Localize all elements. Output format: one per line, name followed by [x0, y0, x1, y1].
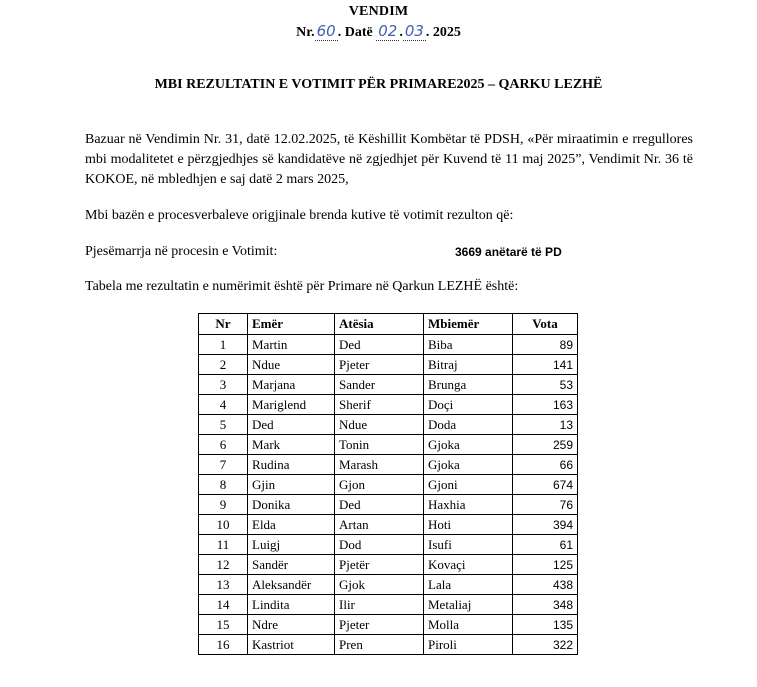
row-vota-cell: 76 — [513, 495, 578, 515]
row-nr-cell: 16 — [199, 635, 248, 655]
procesverbal-paragraph: Mbi bazën e procesverbaleve origjinale brenda kutive të votimit rezulton që: — [85, 208, 514, 223]
row-mbiemer-cell: Gjoka — [424, 455, 513, 475]
row-nr-cell: 1 — [199, 335, 248, 355]
header-atesia: Atësia — [335, 314, 424, 335]
row-emer-cell: Ndre — [248, 615, 335, 635]
table-row — [199, 635, 578, 655]
header-vota: Vota — [513, 314, 578, 335]
row-vota-cell: 141 — [513, 355, 578, 375]
row-emer-cell: Mark — [248, 435, 335, 455]
row-mbiemer-cell: Bitraj — [424, 355, 513, 375]
row-vota-cell: 135 — [513, 615, 578, 635]
row-atesia-cell: Ded — [335, 495, 424, 515]
row-emer-cell: Donika — [248, 495, 335, 515]
row-emer-cell: Aleksandër — [248, 575, 335, 595]
row-vota-cell: 438 — [513, 575, 578, 595]
table-row — [199, 495, 578, 515]
nr-handwritten-value: 60 — [316, 22, 336, 40]
row-vota-cell: 674 — [513, 475, 578, 495]
date-separator: . — [399, 25, 403, 40]
table-row — [199, 395, 578, 415]
results-table — [198, 313, 578, 655]
date-month-handwritten: 03 — [404, 22, 424, 40]
row-atesia-cell: Sherif — [335, 395, 424, 415]
header-mbiemer: Mbiemër — [424, 314, 513, 335]
row-atesia-cell: Pjetër — [335, 555, 424, 575]
row-emer-cell: Sandër — [248, 555, 335, 575]
row-mbiemer-cell: Doda — [424, 415, 513, 435]
row-nr-cell: 9 — [199, 495, 248, 515]
table-row — [199, 355, 578, 375]
date-day-handwritten: 02 — [378, 22, 398, 40]
row-mbiemer-cell: Isufi — [424, 535, 513, 555]
row-emer-cell: Rudina — [248, 455, 335, 475]
decision-number-line — [0, 22, 757, 41]
row-vota-cell: 66 — [513, 455, 578, 475]
row-vota-cell: 348 — [513, 595, 578, 615]
row-vota-cell: 259 — [513, 435, 578, 455]
row-atesia-cell: Marash — [335, 455, 424, 475]
row-emer-cell: Gjin — [248, 475, 335, 495]
row-emer-cell: Luigj — [248, 535, 335, 555]
row-nr-cell: 5 — [199, 415, 248, 435]
row-nr-cell: 10 — [199, 515, 248, 535]
table-row — [199, 515, 578, 535]
row-mbiemer-cell: Biba — [424, 335, 513, 355]
row-atesia-cell: Ilir — [335, 595, 424, 615]
row-vota-cell: 322 — [513, 635, 578, 655]
table-row — [199, 595, 578, 615]
row-vota-cell: 53 — [513, 375, 578, 395]
row-vota-cell: 89 — [513, 335, 578, 355]
participation-label: Pjesëmarrja në procesin e Votimit: — [85, 244, 278, 259]
row-emer-cell: Martin — [248, 335, 335, 355]
row-emer-cell: Elda — [248, 515, 335, 535]
table-header-row — [199, 314, 578, 335]
row-atesia-cell: Ded — [335, 335, 424, 355]
row-vota-cell: 13 — [513, 415, 578, 435]
nr-label: Nr. — [296, 25, 315, 40]
table-row — [199, 415, 578, 435]
row-emer-cell: Ded — [248, 415, 335, 435]
table-row — [199, 455, 578, 475]
row-vota-cell: 163 — [513, 395, 578, 415]
participation-line — [85, 242, 693, 262]
header-emer: Emër — [248, 314, 335, 335]
table-body — [199, 335, 578, 655]
row-emer-cell: Marjana — [248, 375, 335, 395]
row-atesia-cell: Dod — [335, 535, 424, 555]
table-row — [199, 555, 578, 575]
row-emer-cell: Ndue — [248, 355, 335, 375]
row-atesia-cell: Sander — [335, 375, 424, 395]
row-mbiemer-cell: Gjoni — [424, 475, 513, 495]
row-atesia-cell: Gjon — [335, 475, 424, 495]
row-mbiemer-cell: Piroli — [424, 635, 513, 655]
date-year: . 2025 — [425, 25, 461, 40]
row-nr-cell: 2 — [199, 355, 248, 375]
row-nr-cell: 11 — [199, 535, 248, 555]
row-nr-cell: 8 — [199, 475, 248, 495]
row-atesia-cell: Gjok — [335, 575, 424, 595]
document-title: MBI REZULTATIN E VOTIMIT PËR PRIMARE2025 – QARKU LEZHË — [154, 77, 603, 92]
row-nr-cell: 3 — [199, 375, 248, 395]
participation-value: 3669 anëtarë të PD — [455, 245, 562, 259]
row-atesia-cell: Artan — [335, 515, 424, 535]
row-emer-cell: Lindita — [248, 595, 335, 615]
row-nr-cell: 6 — [199, 435, 248, 455]
row-mbiemer-cell: Gjoka — [424, 435, 513, 455]
row-atesia-cell: Ndue — [335, 415, 424, 435]
row-nr-cell: 7 — [199, 455, 248, 475]
row-mbiemer-cell: Metaliaj — [424, 595, 513, 615]
date-label: . Datë — [337, 25, 373, 40]
row-atesia-cell: Pjeter — [335, 615, 424, 635]
header-nr: Nr — [199, 314, 248, 335]
table-intro: Tabela me rezultatin e numërimit është për Primare në Qarkun LEZHË është: — [85, 279, 519, 294]
row-nr-cell: 12 — [199, 555, 248, 575]
row-vota-cell: 61 — [513, 535, 578, 555]
row-vota-cell: 394 — [513, 515, 578, 535]
table-row — [199, 335, 578, 355]
basis-paragraph: Bazuar në Vendimin Nr. 31, datë 12.02.2025, të Këshillit Kombëtar të PDSH, «Për miraatimin e rregullores mbi modalitetet e përzgjedhjes së kandidatëve në zgjedhjet për Kuvend të 11 maj 2025”, Vendimit Nr. 36 të KOKOE, në mbledhjen e saj datë 2 mars 2025, — [85, 132, 693, 187]
row-mbiemer-cell: Brunga — [424, 375, 513, 395]
row-mbiemer-cell: Haxhia — [424, 495, 513, 515]
table-row — [199, 375, 578, 395]
table-row — [199, 535, 578, 555]
row-mbiemer-cell: Lala — [424, 575, 513, 595]
table-row — [199, 435, 578, 455]
row-mbiemer-cell: Kovaçi — [424, 555, 513, 575]
table-row — [199, 615, 578, 635]
row-emer-cell: Kastriot — [248, 635, 335, 655]
row-mbiemer-cell: Doçi — [424, 395, 513, 415]
document-heading: VENDIM — [348, 4, 409, 19]
row-atesia-cell: Pren — [335, 635, 424, 655]
row-atesia-cell: Pjeter — [335, 355, 424, 375]
table-row — [199, 475, 578, 495]
row-mbiemer-cell: Molla — [424, 615, 513, 635]
table-row — [199, 575, 578, 595]
row-mbiemer-cell: Hoti — [424, 515, 513, 535]
row-nr-cell: 15 — [199, 615, 248, 635]
row-vota-cell: 125 — [513, 555, 578, 575]
row-nr-cell: 14 — [199, 595, 248, 615]
row-nr-cell: 4 — [199, 395, 248, 415]
row-emer-cell: Mariglend — [248, 395, 335, 415]
row-atesia-cell: Tonin — [335, 435, 424, 455]
row-nr-cell: 13 — [199, 575, 248, 595]
